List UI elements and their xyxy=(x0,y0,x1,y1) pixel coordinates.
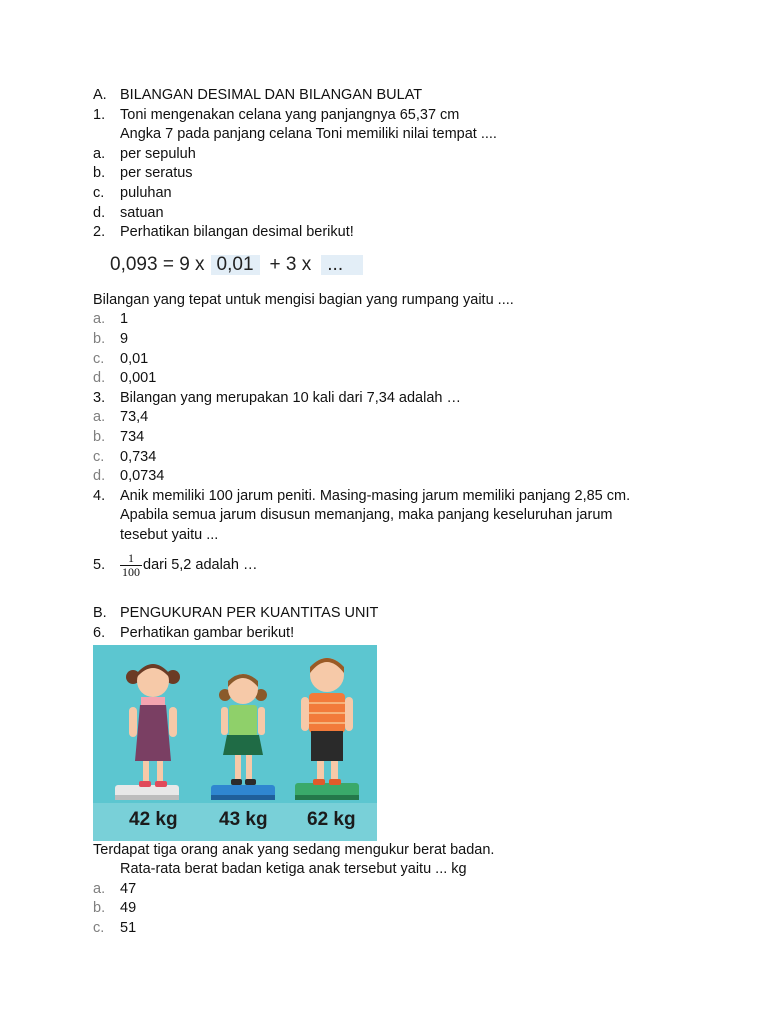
option-mark: a. xyxy=(93,311,106,328)
option-text: satuan xyxy=(120,204,164,221)
option-text: 9 xyxy=(120,330,129,347)
option-mark: d. xyxy=(93,204,106,221)
option-mark: b. xyxy=(93,428,106,445)
fraction xyxy=(120,552,142,579)
worksheet xyxy=(93,86,693,939)
option-text: 47 xyxy=(120,880,137,897)
option xyxy=(93,145,693,165)
option xyxy=(93,369,693,389)
fraction-numerator: 1 xyxy=(128,550,134,565)
question-number: 3. xyxy=(93,389,106,406)
question-3 xyxy=(93,389,693,409)
question-number: 6. xyxy=(93,625,106,642)
option xyxy=(93,428,693,448)
question-number: 4. xyxy=(93,487,106,504)
question-text: Perhatikan bilangan desimal berikut! xyxy=(120,224,354,241)
option-text: 734 xyxy=(120,428,145,445)
option-text: 73,4 xyxy=(120,409,149,426)
question-number: 2. xyxy=(93,224,106,241)
option xyxy=(93,330,693,350)
option-text: 0,001 xyxy=(120,370,157,387)
question-prompt: Bilangan yang tepat untuk mengisi bagian yang rumpang yaitu .... xyxy=(93,291,514,308)
option xyxy=(93,164,693,184)
question-4 xyxy=(93,487,693,507)
question-text: Toni mengenakan celana yang panjangnya 65,37 cm xyxy=(120,106,460,123)
weight-label: 43 kg xyxy=(219,808,268,830)
option xyxy=(93,448,693,468)
section-a-heading xyxy=(93,86,693,106)
option-mark: d. xyxy=(93,370,106,387)
section-letter: A. xyxy=(93,87,107,103)
question-5 xyxy=(93,545,693,585)
question-2 xyxy=(93,223,693,243)
option xyxy=(93,880,693,900)
option-text: per sepuluh xyxy=(120,145,196,162)
question-text: Bilangan yang merupakan 10 kali dari 7,34 adalah … xyxy=(120,389,461,406)
children-on-scales-illustration xyxy=(93,645,377,841)
fraction-denominator: 100 xyxy=(122,564,140,579)
option-text: 0,01 xyxy=(120,350,149,367)
option-mark: b. xyxy=(93,900,106,917)
equation-box-blank: ... xyxy=(321,255,363,275)
option-mark: c. xyxy=(93,350,105,367)
option xyxy=(93,204,693,224)
option-text: 49 xyxy=(120,900,137,917)
option xyxy=(93,350,693,370)
option-mark: b. xyxy=(93,165,106,182)
question-text-continued: tesebut yaitu ... xyxy=(120,526,219,543)
option xyxy=(93,408,693,428)
option-text: 51 xyxy=(120,920,137,937)
equation-lhs: 0,093 = 9 x xyxy=(110,253,205,275)
child-girl-purple-dress xyxy=(115,664,180,800)
question-6 xyxy=(93,624,693,644)
weight-label: 42 kg xyxy=(129,808,178,830)
option-mark: c. xyxy=(93,448,105,465)
question-number: 5. xyxy=(93,557,106,574)
option-text: 1 xyxy=(120,311,129,328)
child-boy-orange-shirt xyxy=(295,658,359,800)
equation-plus-term: + 3 x xyxy=(269,253,312,275)
question-number: 1. xyxy=(93,106,106,123)
question-text: Terdapat tiga orang anak yang sedang mengukur berat badan. xyxy=(93,841,495,858)
option-text: per seratus xyxy=(120,165,193,182)
option-text: puluhan xyxy=(120,184,172,201)
option xyxy=(93,919,693,939)
option-mark: d. xyxy=(93,468,106,485)
option xyxy=(93,310,693,330)
option xyxy=(93,899,693,919)
question-text-continued: Apabila semua jarum disusun memanjang, maka panjang keseluruhan jarum xyxy=(120,507,613,524)
section-title: PENGUKURAN PER KUANTITAS UNIT xyxy=(120,605,379,622)
weight-label: 62 kg xyxy=(307,808,356,830)
equation-box-filled: 0,01 xyxy=(211,255,260,275)
option-text: 0,0734 xyxy=(120,468,165,485)
decimal-equation xyxy=(110,247,693,283)
question-text: Perhatikan gambar berikut! xyxy=(120,625,295,642)
option-mark: a. xyxy=(93,409,106,426)
question-text-continued: Rata-rata berat badan ketiga anak tersebut yaitu ... kg xyxy=(120,861,467,878)
option xyxy=(93,184,693,204)
section-title: BILANGAN DESIMAL DAN BILANGAN BULAT xyxy=(120,87,423,103)
option-mark: a. xyxy=(93,880,106,897)
option-mark: b. xyxy=(93,330,106,347)
question-text: Anik memiliki 100 jarum peniti. Masing-masing jarum memiliki panjang 2,85 cm. xyxy=(120,487,631,504)
question-text-continued: Angka 7 pada panjang celana Toni memiliki nilai tempat .... xyxy=(120,126,497,143)
option xyxy=(93,467,693,487)
section-letter: B. xyxy=(93,605,107,622)
option-text: 0,734 xyxy=(120,448,157,465)
child-girl-green-top xyxy=(211,674,275,800)
section-b-heading xyxy=(93,604,693,624)
question-1 xyxy=(93,106,693,126)
option-mark: c. xyxy=(93,920,105,937)
option-mark: a. xyxy=(93,145,106,162)
option-mark: c. xyxy=(93,184,105,201)
question-text: dari 5,2 adalah … xyxy=(143,557,258,574)
